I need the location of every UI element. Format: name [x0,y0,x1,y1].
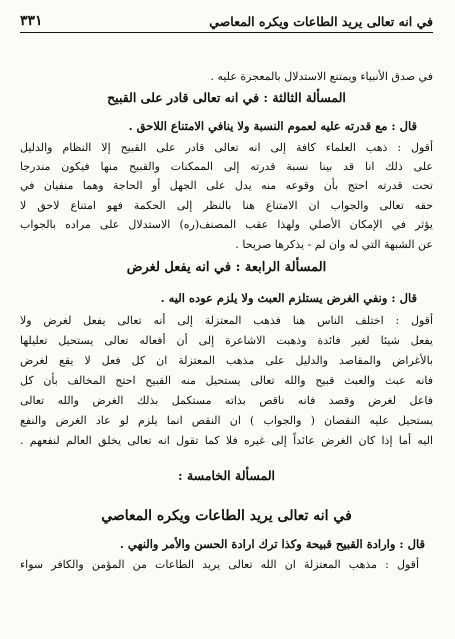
qal-line: قال : ونفي الغرض يستلزم العبث ولا يلزم عوده اليه . [160,291,417,305]
running-header [20,8,433,33]
qal-line: قال : مع قدرته عليه لعموم النسبة ولا ينافي الامتناع اللاحق . [128,119,417,133]
text-line: يؤثر في الإمكان الأصلي ولهذا عقب المصنف(ره) الاستدلال على مراده بالجواب [20,218,433,231]
text-line: في صدق الأنبياء ويمتنع الاستدلال بالمعجزة عليه . [210,70,433,83]
text-line: أقول : اختلف الناس هنا فذهب المعتزلة إلى أنه تعالى يفعل لغرض ولا [20,314,433,327]
section-heading-5-title: في انه تعالى يريد الطاعات ويكره المعاصي [101,508,352,524]
text-line: يستحيل عليه النقصان ( والجواب ) ان النقص انما يلزم لو عاد الغرض والنفع [20,414,433,427]
qal-line: قال : وارادة القبيح قبيحة وكذا ترك ارادة الحسن والأمر والنهي . [119,537,425,551]
text-line: أقول : مذهب المعتزلة ان الله تعالى يريد الطاعات من المؤمن والكافر سواء [20,558,419,571]
text-line: فانه عبث والعبث قبيح والله تعالى يستحيل منه القبيح احتج المخالف بأن كل [20,374,433,387]
section-heading-4: المسألة الرابعة : في انه يفعل لغرض [126,260,327,275]
page-number: ٣٣١ [20,13,43,29]
text-line: فاعل لغرض وقصد فانه ناقص بذاته مستكمل بذلك الغرض والله تعالى [20,394,433,407]
section-heading-5: المسألة الخامسة : [177,468,275,483]
section-heading-3: المسألة الثالثة : في انه تعالى قادر على القبيح [107,90,346,105]
text-line: أقول : ذهب العلماء كافة إلى انه تعالى قادر على القبيح إلا النظام والدليل [20,141,433,154]
text-line: يفعل شيئا لغير فائدة وذهبت الاشاعرة إلى أن أفعاله تعالى يستحيل تعليلها [20,334,433,347]
text-line: على ذلك انا قد بينا نسبة قدرته إلى الممكنات والقبيح منها فيكون مندرجا [20,160,433,173]
text-line: عن الشبهة التي له وان لم - يذكرها صريحا . [235,238,433,251]
text-line: حقه تعالى والجواب ان الامتناع هنا بالنظر إلى الحكمة فهو امتناع لاحق لا [20,199,433,212]
running-title: في انه تعالى يريد الطاعات ويكره المعاصي [209,14,433,29]
text-line: اليه أما إذا كان الغرض عائداً إلى غيره فلا كما تقول انه تعالى يخلق العالم لنفعهم . [20,434,433,447]
text-line: بالأغراض والمقاصد والدليل على مذهب المعتزلة ان كل فعل لا يقع لغرض [20,354,433,367]
text-line: تحت قدرته احتج بأن وقوعه منه يدل على الجهل أو الحاجة وهما منفيان في [20,179,433,192]
